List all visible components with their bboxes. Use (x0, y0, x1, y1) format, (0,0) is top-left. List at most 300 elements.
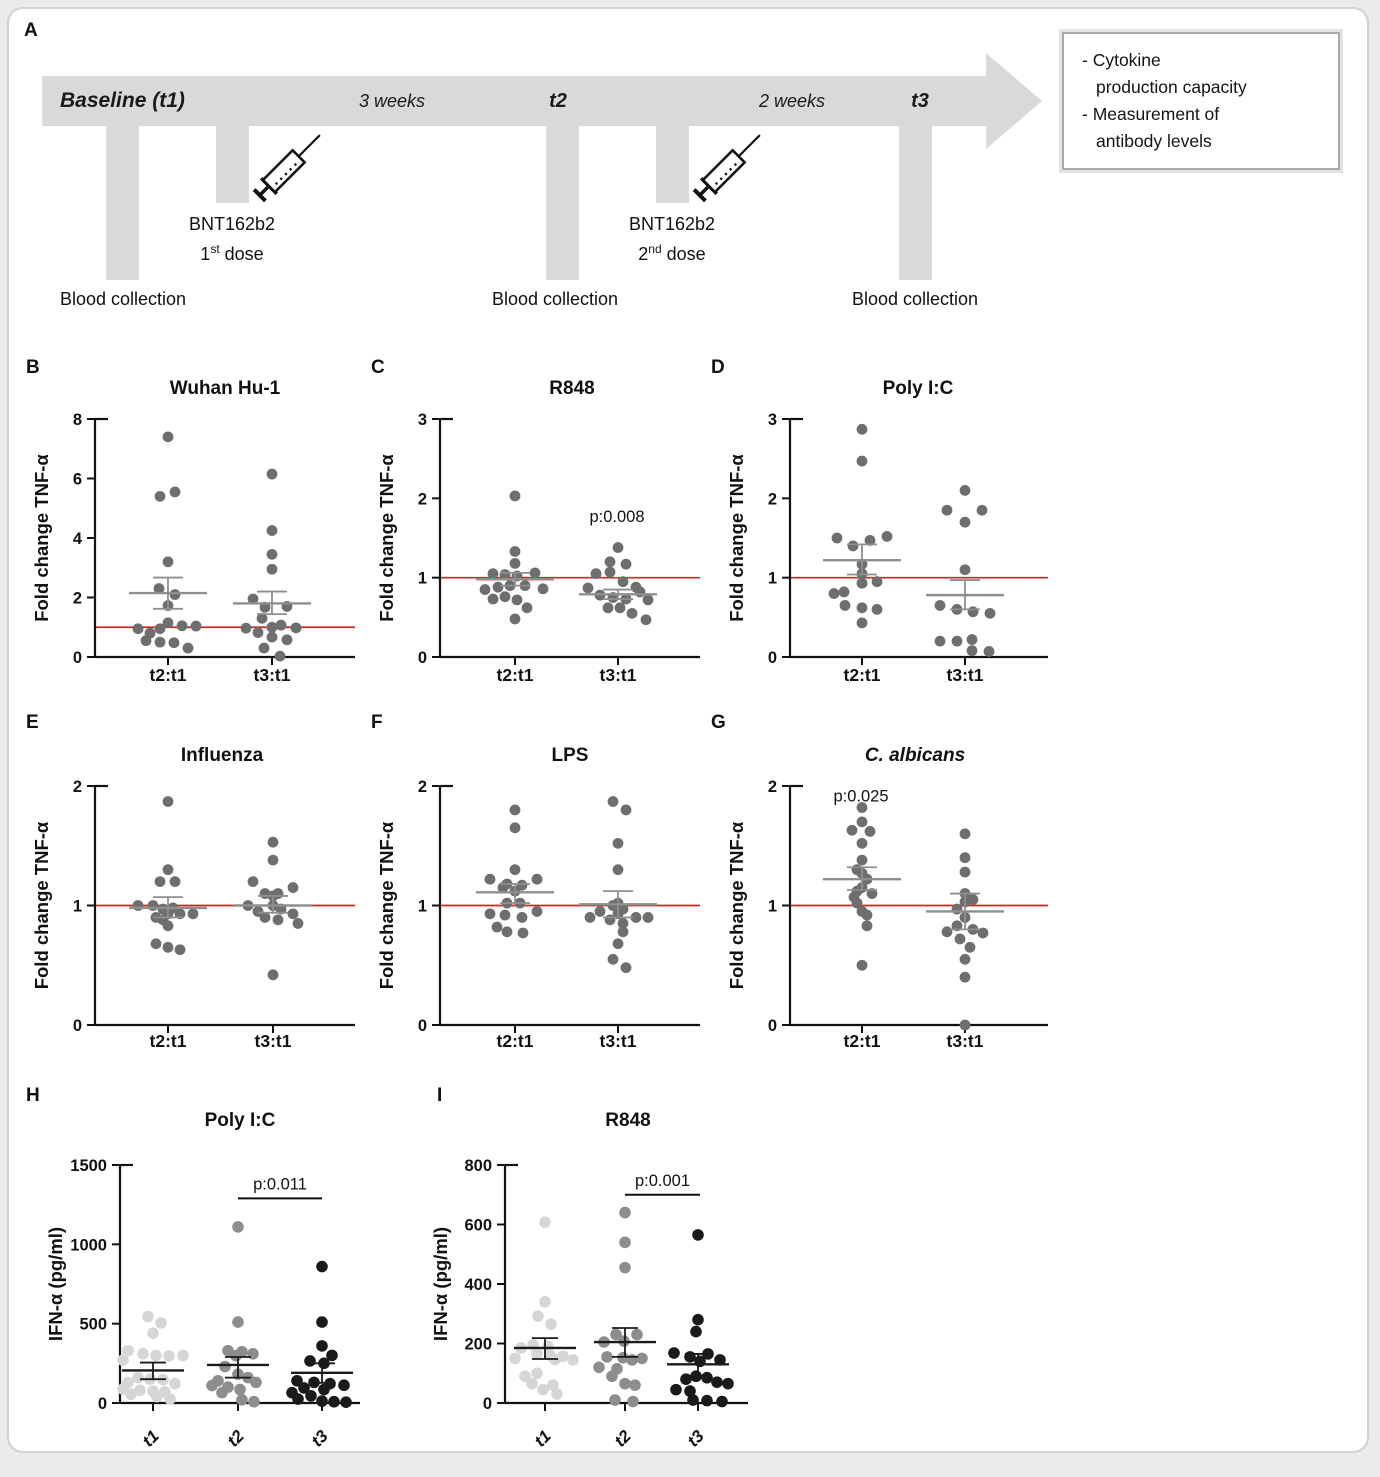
panel-title: R848 (605, 1110, 651, 1131)
data-point (230, 1350, 242, 1362)
data-point (619, 1237, 631, 1249)
data-point (668, 1347, 680, 1359)
data-point (522, 602, 533, 613)
data-point (601, 1351, 613, 1363)
data-point (583, 583, 594, 594)
data-point (960, 972, 971, 983)
data-point (643, 594, 654, 605)
data-point (267, 549, 278, 560)
panel-i-chart (430, 1085, 748, 1451)
y-tick-label: 2 (767, 490, 777, 509)
data-point (183, 643, 194, 654)
data-point (701, 1372, 713, 1384)
data-point (267, 632, 278, 643)
data-point (619, 1262, 631, 1274)
data-point (316, 1261, 328, 1273)
y-tick-label: 0 (417, 1017, 427, 1035)
data-point (526, 1378, 538, 1390)
data-point (288, 882, 299, 893)
y-tick-label: 400 (464, 1276, 492, 1294)
data-point (480, 584, 491, 595)
data-point (613, 542, 624, 553)
data-point (148, 900, 159, 911)
data-point (857, 424, 868, 435)
data-point (942, 926, 953, 937)
data-point (857, 960, 868, 971)
data-point (619, 1378, 631, 1390)
panel-letter: D (711, 357, 725, 378)
data-point (532, 1310, 544, 1322)
data-point (163, 796, 174, 807)
panel-letter: G (711, 712, 726, 733)
panel-e-chart (26, 712, 355, 1051)
data-point (276, 620, 287, 631)
data-point (232, 1221, 244, 1233)
data-point (641, 614, 652, 625)
data-point (530, 568, 541, 579)
data-point (857, 602, 868, 613)
data-point (872, 604, 883, 615)
data-point (935, 636, 946, 647)
data-point (293, 918, 304, 929)
y-tick-label: 0 (767, 649, 777, 667)
timeline-t3-label: t3 (911, 90, 929, 112)
data-point (177, 1350, 189, 1362)
data-point (142, 1311, 154, 1323)
data-point (613, 838, 624, 849)
panel-h-chart (26, 1085, 360, 1451)
y-axis-label: Fold change TNF-α (31, 454, 52, 622)
y-tick-label: 0 (417, 649, 427, 667)
data-point (603, 602, 614, 613)
data-point (267, 469, 278, 480)
y-tick-label: 8 (72, 411, 82, 429)
group-label: t2:t1 (496, 1031, 534, 1051)
data-point (591, 568, 602, 579)
data-point (253, 627, 264, 638)
data-point (635, 587, 646, 598)
data-point (232, 1316, 244, 1328)
data-point (206, 1380, 218, 1392)
data-point (488, 594, 499, 605)
panel-title: R848 (549, 378, 595, 399)
data-point (170, 876, 181, 887)
data-point (567, 1354, 579, 1366)
data-point (273, 914, 284, 925)
data-point (857, 816, 868, 827)
data-point (316, 1316, 328, 1328)
data-point (627, 608, 638, 619)
group-label: t2:t1 (843, 1031, 881, 1051)
data-point (268, 855, 279, 866)
data-point (538, 583, 549, 594)
data-point (960, 867, 971, 878)
data-point (716, 1396, 728, 1408)
panel-letter: E (26, 712, 39, 733)
panel-d-chart (711, 357, 1048, 685)
outcome-line: production capacity (1096, 77, 1247, 97)
panel-letter: C (371, 357, 385, 378)
data-point (163, 942, 174, 953)
data-point (609, 1394, 621, 1406)
y-tick-label: 6 (72, 470, 82, 489)
data-point (618, 576, 629, 587)
data-point (627, 1396, 639, 1408)
data-point (219, 1361, 231, 1373)
group-label: t3 (307, 1426, 332, 1451)
data-point (509, 1353, 521, 1365)
group-label: t2 (223, 1426, 248, 1451)
data-point (621, 805, 632, 816)
group-label: t3:t1 (254, 1031, 292, 1051)
data-point (701, 1395, 713, 1407)
data-point (692, 1314, 704, 1326)
group-label: t2:t1 (496, 665, 534, 685)
data-point (690, 1326, 702, 1338)
data-point (960, 564, 971, 575)
y-tick-label: 1 (767, 569, 777, 588)
data-point (684, 1351, 696, 1363)
y-tick-label: 2 (767, 778, 777, 796)
y-tick-label: 600 (464, 1216, 492, 1235)
data-point (985, 608, 996, 619)
group-label: t2:t1 (149, 1031, 187, 1051)
data-point (304, 1355, 316, 1367)
data-point (608, 796, 619, 807)
data-point (485, 874, 496, 885)
y-tick-label: 2 (72, 589, 82, 608)
data-point (621, 962, 632, 973)
data-point (512, 594, 523, 605)
data-point (493, 582, 504, 593)
data-point (268, 969, 279, 980)
data-point (643, 912, 654, 923)
data-point (862, 920, 873, 931)
data-point (191, 621, 202, 632)
data-point (275, 651, 286, 662)
data-point (170, 486, 181, 497)
data-point (137, 1348, 149, 1360)
data-point (687, 1394, 699, 1406)
data-point (532, 874, 543, 885)
y-axis-label: Fold change TNF-α (726, 821, 747, 990)
data-point (613, 864, 624, 875)
data-point (935, 600, 946, 611)
data-point (316, 1340, 328, 1352)
data-point (500, 591, 511, 602)
blood-collection-label-t2: Blood collection (491, 289, 619, 309)
group-label: t3:t1 (253, 665, 291, 685)
data-point (169, 1378, 181, 1390)
data-point (510, 546, 521, 557)
y-axis-label: Fold change TNF-α (726, 454, 747, 622)
data-point (340, 1396, 352, 1408)
group-label: t2:t1 (149, 665, 187, 685)
dose-2-name: BNT162b2 (628, 214, 716, 234)
y-tick-label: 1500 (70, 1157, 107, 1175)
y-axis-label: Fold change TNF-α (376, 454, 397, 622)
data-point (164, 1393, 176, 1405)
data-point (857, 617, 868, 628)
data-point (613, 938, 624, 949)
blood-collection-label-t1: Blood collection (59, 289, 187, 309)
data-point (952, 636, 963, 647)
data-point (288, 908, 299, 919)
timeline-interval-2-label: 2 weeks (758, 91, 826, 111)
data-point (248, 1396, 260, 1408)
data-point (485, 908, 496, 919)
data-point (510, 805, 521, 816)
data-point (318, 1384, 330, 1396)
p-value-label: p:0.025 (833, 787, 889, 806)
data-point (282, 634, 293, 645)
data-point (267, 564, 278, 575)
data-point (960, 852, 971, 863)
data-point (510, 491, 521, 502)
group-label: t2 (610, 1426, 635, 1451)
data-point (619, 1207, 631, 1219)
data-point (188, 908, 199, 919)
data-point (967, 634, 978, 645)
blood-collection-label-t3: Blood collection (851, 289, 979, 309)
p-value-label: p:0.008 (589, 508, 645, 527)
data-point (151, 938, 162, 949)
group-label: t3:t1 (599, 665, 637, 685)
data-point (216, 1387, 228, 1399)
y-axis-label: IFN-α (pg/ml) (430, 1226, 451, 1342)
data-point (882, 531, 893, 542)
data-point (236, 1394, 248, 1406)
data-point (857, 578, 868, 589)
data-point (175, 944, 186, 955)
panel-title: Poly I:C (882, 378, 954, 399)
data-point (960, 517, 971, 528)
data-point (248, 876, 259, 887)
data-point (551, 1388, 563, 1400)
data-point (968, 606, 979, 617)
data-point (626, 1354, 638, 1366)
data-point (960, 954, 971, 965)
data-point (722, 1378, 734, 1390)
timeline-t2-label: t2 (549, 90, 567, 112)
data-point (537, 1384, 549, 1396)
timeline-interval-1-label: 3 weeks (358, 91, 426, 111)
data-point (155, 623, 166, 634)
data-point (125, 1388, 137, 1400)
data-point (502, 926, 513, 937)
panel-letter: I (437, 1085, 443, 1106)
y-tick-label: 500 (79, 1315, 107, 1334)
y-tick-label: 0 (482, 1395, 492, 1413)
dose-1-name: BNT162b2 (188, 214, 276, 234)
data-point (595, 906, 606, 917)
data-point (169, 637, 180, 648)
data-point (155, 637, 166, 648)
y-tick-label: 800 (464, 1157, 492, 1175)
y-axis-label: Fold change TNF-α (31, 821, 52, 990)
data-point (955, 934, 966, 945)
timeline-baseline-label: Baseline (t1) (60, 89, 185, 112)
data-point (967, 645, 978, 656)
data-point (510, 864, 521, 875)
panel-letter: F (371, 712, 383, 733)
data-point (155, 491, 166, 502)
y-tick-label: 1 (72, 897, 82, 916)
data-point (608, 954, 619, 965)
panel-title: C. albicans (864, 745, 966, 766)
data-point (960, 485, 971, 496)
y-axis-label: Fold change TNF-α (376, 821, 397, 990)
y-axis-label: IFN-α (pg/ml) (45, 1226, 66, 1342)
y-tick-label: 1000 (70, 1236, 107, 1255)
data-point (260, 912, 271, 923)
data-point (585, 912, 596, 923)
panel-title: Wuhan Hu-1 (169, 378, 281, 399)
outcome-line: - Measurement of (1082, 104, 1220, 124)
group-label: t3:t1 (946, 1031, 984, 1051)
data-point (670, 1384, 682, 1396)
data-point (488, 568, 499, 579)
data-point (250, 1377, 262, 1389)
data-point (155, 1317, 167, 1329)
data-point (133, 900, 144, 911)
data-point (872, 576, 883, 587)
data-point (305, 1390, 317, 1402)
data-point (292, 1393, 304, 1405)
y-tick-label: 0 (767, 1017, 777, 1035)
data-point (862, 910, 873, 921)
panel-title: Poly I:C (204, 1110, 276, 1131)
data-point (952, 904, 963, 915)
data-point (539, 1216, 551, 1228)
data-point (606, 1370, 618, 1382)
panel-letter: H (26, 1085, 40, 1106)
data-point (163, 556, 174, 567)
data-point (132, 1372, 144, 1384)
y-tick-label: 0 (97, 1395, 107, 1413)
data-point (510, 614, 521, 625)
data-point (117, 1354, 129, 1366)
data-point (629, 1379, 641, 1391)
group-label: t2:t1 (843, 665, 881, 685)
data-point (539, 1296, 551, 1308)
data-point (615, 602, 626, 613)
panel-title: Influenza (180, 745, 264, 766)
y-tick-label: 200 (464, 1335, 492, 1354)
data-point (177, 620, 188, 631)
panel-b-chart (26, 357, 355, 685)
data-point (692, 1229, 704, 1241)
data-point (839, 587, 850, 598)
y-tick-label: 1 (417, 897, 427, 916)
data-point (848, 541, 859, 552)
data-point (141, 635, 152, 646)
data-point (832, 533, 843, 544)
data-point (155, 876, 166, 887)
data-point (241, 623, 252, 634)
y-tick-label: 1 (417, 569, 427, 588)
data-point (711, 1376, 723, 1388)
data-point (163, 920, 174, 931)
y-tick-label: 2 (417, 778, 427, 796)
data-point (960, 1020, 971, 1031)
dose-2-ordinal: 2nd dose (638, 242, 706, 264)
data-point (531, 1348, 543, 1360)
panel-g-chart (711, 712, 1048, 1051)
data-point (545, 1318, 557, 1330)
y-tick-label: 1 (767, 897, 777, 916)
panel-c-chart (371, 357, 700, 685)
group-label: t1 (530, 1426, 555, 1451)
data-point (984, 646, 995, 657)
data-point (965, 942, 976, 953)
data-point (636, 1353, 648, 1365)
y-tick-label: 0 (72, 649, 82, 667)
data-point (960, 828, 971, 839)
p-value-label: p:0.011 (253, 1175, 307, 1194)
y-tick-label: 3 (417, 411, 427, 429)
y-tick-label: 0 (72, 1017, 82, 1035)
y-tick-label: 2 (417, 490, 427, 509)
outcome-line: antibody levels (1096, 131, 1212, 151)
panel-letter: B (26, 357, 40, 378)
group-label: t3:t1 (946, 665, 984, 685)
data-point (500, 910, 511, 921)
group-label: t1 (138, 1426, 163, 1451)
data-point (510, 558, 521, 569)
p-value-label: p:0.001 (634, 1171, 691, 1190)
data-point (840, 600, 851, 611)
group-label: t3:t1 (599, 1031, 637, 1051)
data-point (147, 1327, 159, 1339)
data-point (267, 525, 278, 536)
data-point (857, 838, 868, 849)
data-point (593, 1362, 605, 1374)
data-point (847, 825, 858, 836)
data-point (605, 567, 616, 578)
data-point (618, 926, 629, 937)
y-tick-label: 2 (72, 778, 82, 796)
data-point (267, 622, 278, 633)
group-label: t3 (683, 1426, 708, 1451)
data-point (163, 864, 174, 875)
panel-letter-a: A (24, 20, 38, 41)
data-point (942, 505, 953, 516)
y-tick-label: 4 (72, 530, 82, 548)
data-point (150, 1350, 162, 1362)
data-point (857, 855, 868, 866)
panel-title: LPS (551, 745, 589, 766)
data-point (338, 1379, 350, 1391)
data-point (291, 622, 302, 633)
dose-1-ordinal: 1st dose (200, 242, 264, 264)
data-point (977, 505, 988, 516)
data-point (163, 1350, 175, 1362)
data-point (510, 822, 521, 833)
data-point (865, 826, 876, 837)
data-point (328, 1396, 340, 1408)
data-point (532, 906, 543, 917)
data-point (170, 589, 181, 600)
data-point (621, 559, 632, 570)
data-point (316, 1395, 328, 1407)
data-point (133, 623, 144, 634)
data-point (492, 922, 503, 933)
y-tick-label: 3 (767, 411, 777, 429)
data-point (605, 914, 616, 925)
data-point (631, 1329, 643, 1341)
data-point (151, 1391, 163, 1403)
